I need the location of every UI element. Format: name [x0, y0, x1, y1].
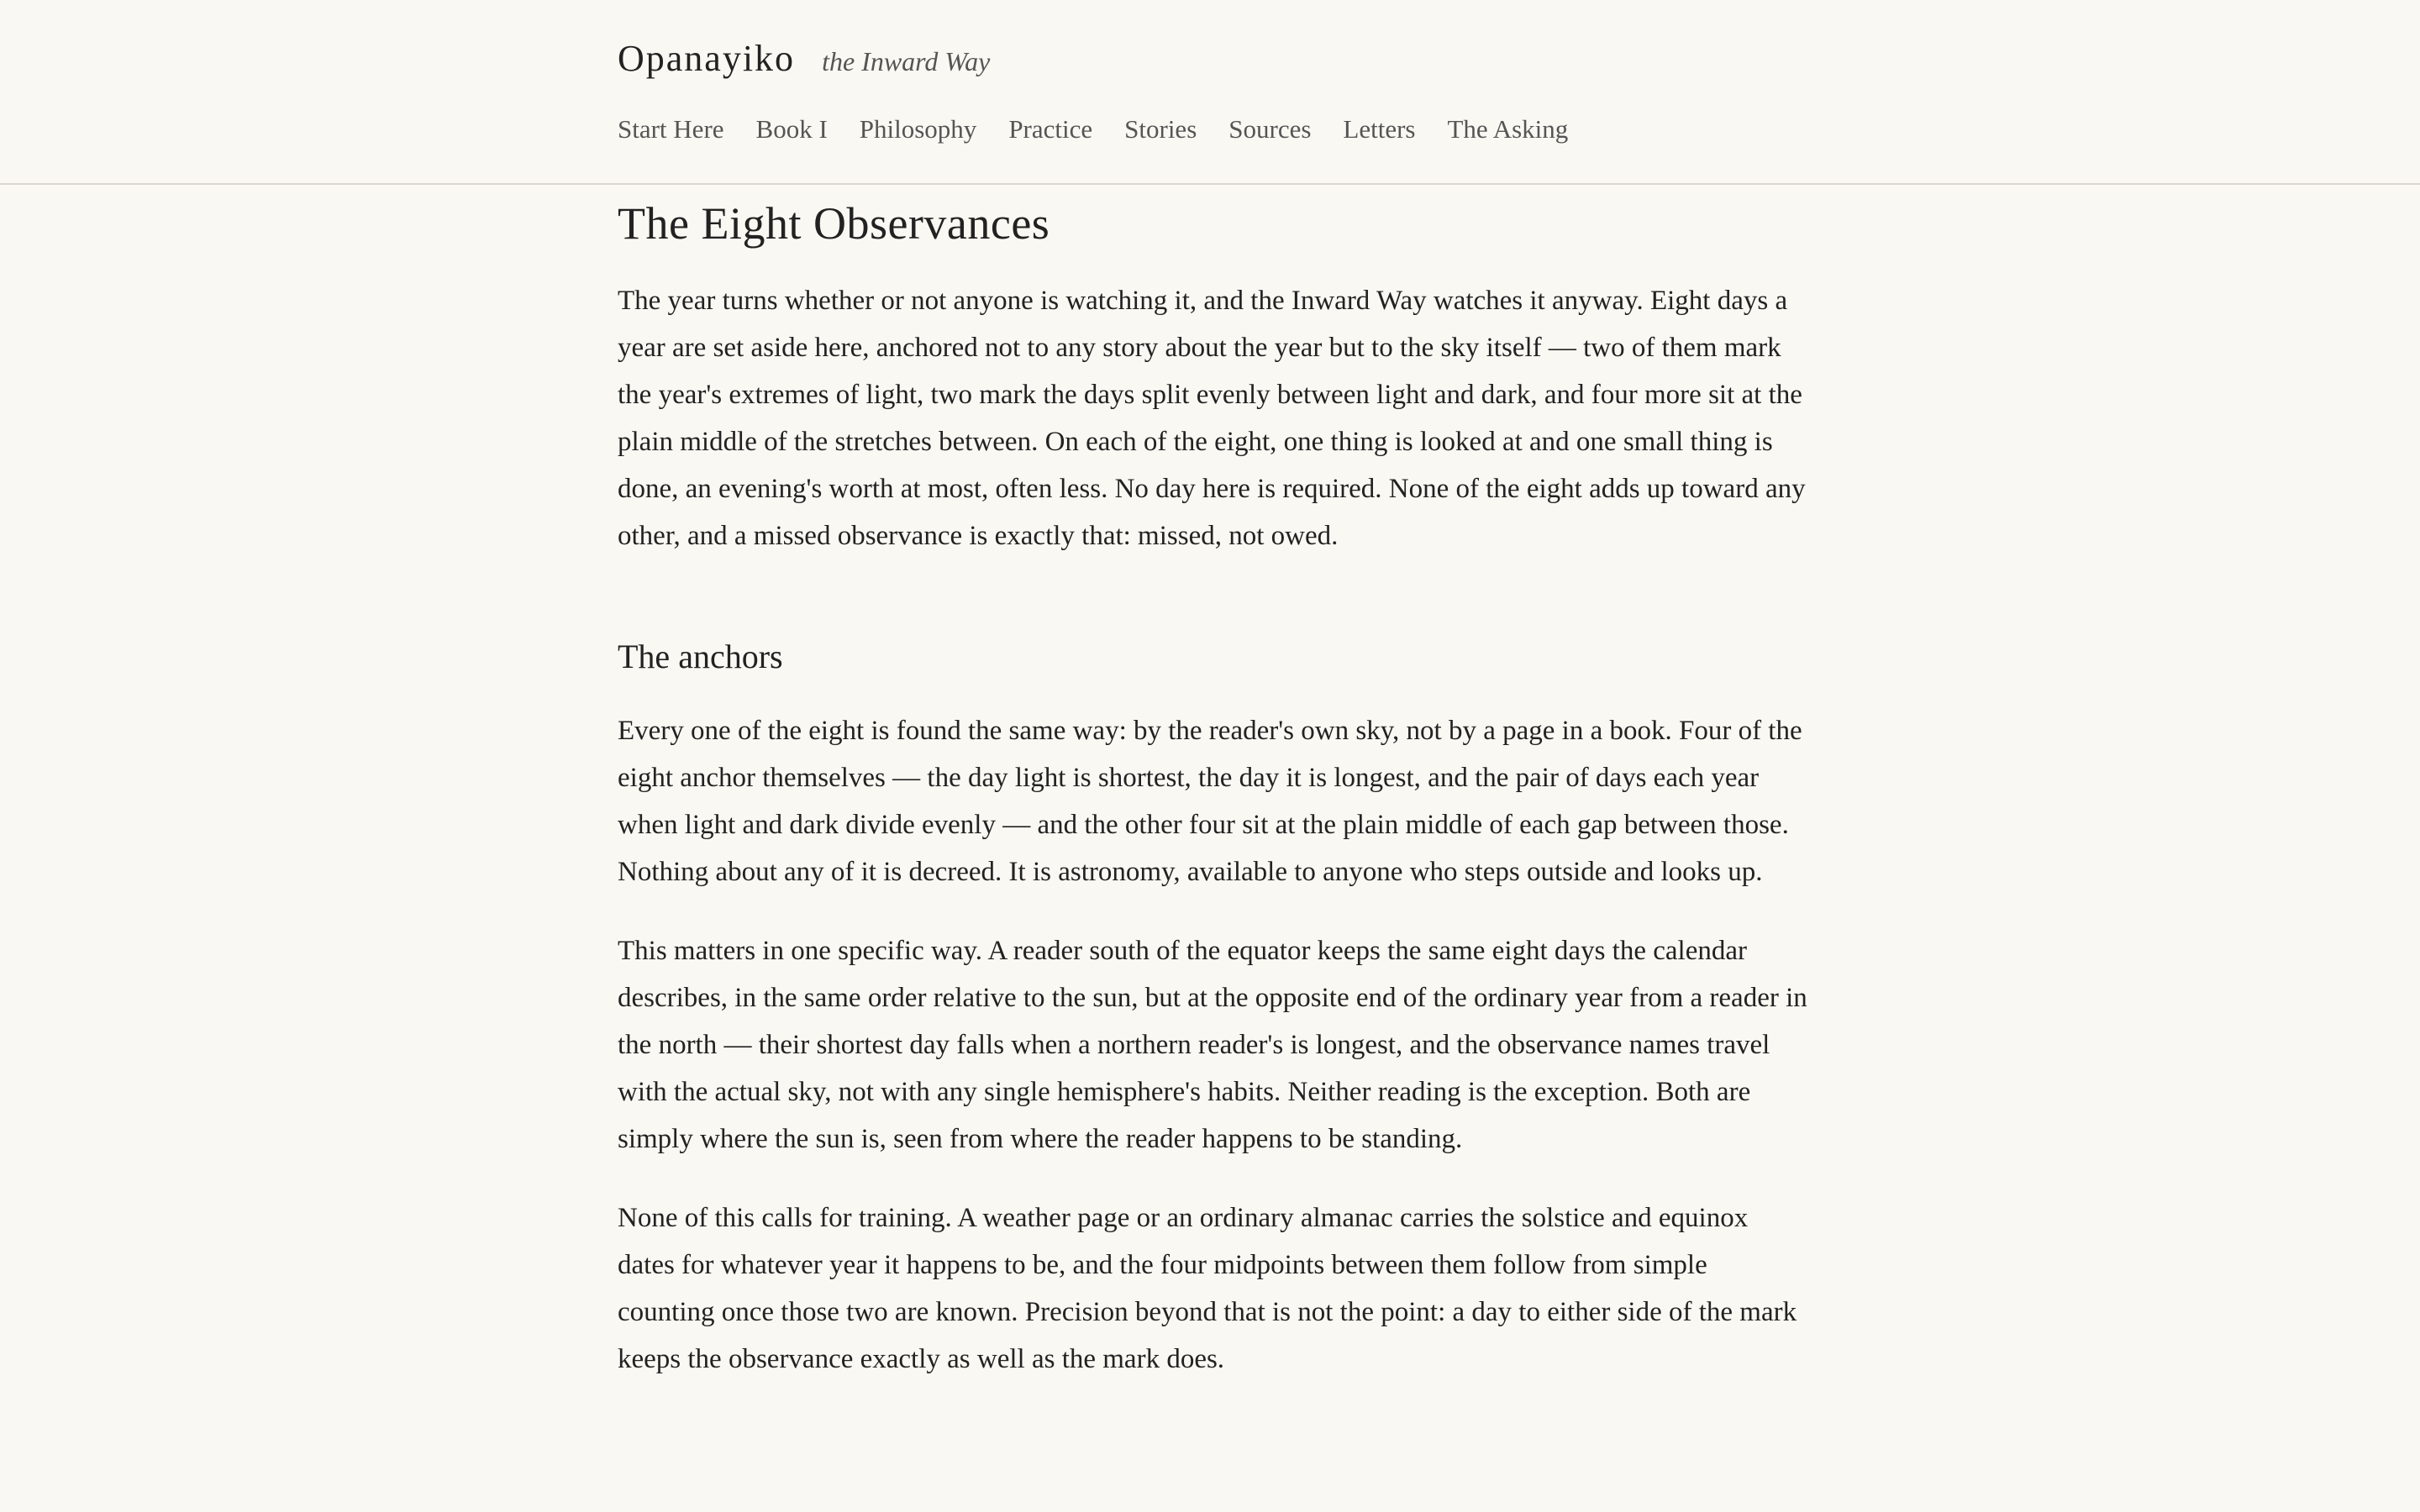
nav-link-philosophy[interactable]: Philosophy: [859, 114, 977, 144]
nav-link-book-i[interactable]: Book I: [755, 114, 828, 144]
nav-link-stories[interactable]: Stories: [1124, 114, 1197, 144]
nav-link-letters[interactable]: Letters: [1343, 114, 1416, 144]
site-tagline: the Inward Way: [822, 46, 991, 76]
nav-link-start-here[interactable]: Start Here: [618, 114, 724, 144]
article: [618, 190, 1811, 1383]
main-nav: [618, 114, 1600, 144]
anchors-paragraph-1: Every one of the eight is found the same way: by the reader's own sky, not by a page in a book. Four of the eight anchor themselves — the day light is shortest, the day it is longest, and the pair of days each year when light and dark divide evenly — and the other four sit at the plain middle of each gap between those. Nothing about any of it is decreed. It is astronomy, available to anyone who steps outside and looks up.: [618, 716, 1802, 887]
site-title-link[interactable]: Opanayiko: [618, 38, 796, 79]
intro-paragraph: The year turns whether or not anyone is watching it, and the Inward Way watches it anyway. Eight days a year are set aside here, anchored not to any story about the year but to the sky itself — two of them mark the year's extremes of light, two mark the days split evenly between light and dark, and four more sit at the plain middle of the stretches between. On each of the eight, one thing is looked at and one small thing is done, an evening's worth at most, often less. No day here is required. None of the eight adds up toward any other, and a missed observance is exactly that: missed, not owed.: [618, 286, 1806, 551]
nav-link-sources[interactable]: Sources: [1228, 114, 1312, 144]
anchors-paragraph-2: This matters in one specific way. A reader south of the equator keeps the same eight days the calendar describes, in the same order relative to the sun, but at the opposite end of the ordinary year from a reader in the north — their shortest day falls when a northern reader's is longest, and the observance names travel with the actual sky, not with any single hemisphere's habits. Neither reading is the exception. Both are simply where the sun is, seen from where the reader happens to be standing.: [618, 936, 1807, 1154]
anchors-paragraph-3: None of this calls for training. A weather page or an ordinary almanac carries the solstice and equinox dates for whatever year it happens to be, and the four midpoints between them follow from simple counting once those two are known. Precision beyond that is not the point: a day to either side of the mark keeps the observance exactly as well as the mark does.: [618, 1203, 1797, 1374]
brand: [618, 37, 990, 80]
page-title: The Eight Observances: [618, 198, 1050, 249]
nav-link-the-asking[interactable]: The Asking: [1447, 114, 1569, 144]
site-header: [0, 0, 2420, 185]
nav-link-practice[interactable]: Practice: [1008, 114, 1093, 144]
section-heading-anchors: The anchors: [618, 638, 783, 675]
